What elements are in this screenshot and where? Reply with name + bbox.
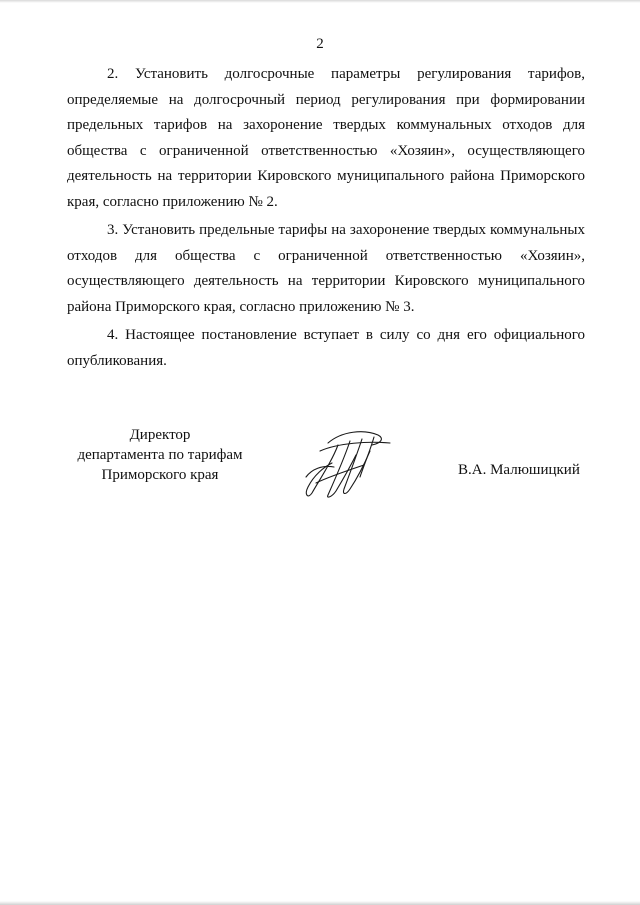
page-number: 2 [316, 36, 324, 52]
document-body [67, 62, 585, 377]
signatory-name: В.А. Малюшицкий [458, 462, 580, 478]
signatory-title [60, 425, 260, 485]
paragraph-item-4: 4. Настоящее постановление вступает в силу со дня его официального опубликования. [67, 327, 585, 369]
signatory-title-line-2: департамента по тарифам [77, 447, 243, 463]
signatory-title-line-3: Приморского края [101, 467, 219, 483]
paragraph-item-2: 2. Установить долгосрочные параметры регулирования тарифов, определяемые на долгосрочный период регулирования при формировании предельных тарифов на захоронение твердых коммунальных отходов для общества с ограниченной ответственностью «Хозяин», осуществляющего деятельность на территории Кировского муниципального района Приморского края, согласно приложению № 2. [67, 66, 585, 210]
signatory-title-line-1: Директор [129, 427, 191, 443]
handwritten-signature [298, 421, 398, 505]
paragraph-item-3: 3. Установить предельные тарифы на захоронение твердых коммунальных отходов для общества с ограниченной ответственностью «Хозяин», осуществляющего деятельность на территории Кировского муниципального района Приморского края, согласно приложению № 3. [67, 222, 585, 315]
scan-edge-top [0, 0, 640, 3]
scan-edge-bottom [0, 901, 640, 905]
